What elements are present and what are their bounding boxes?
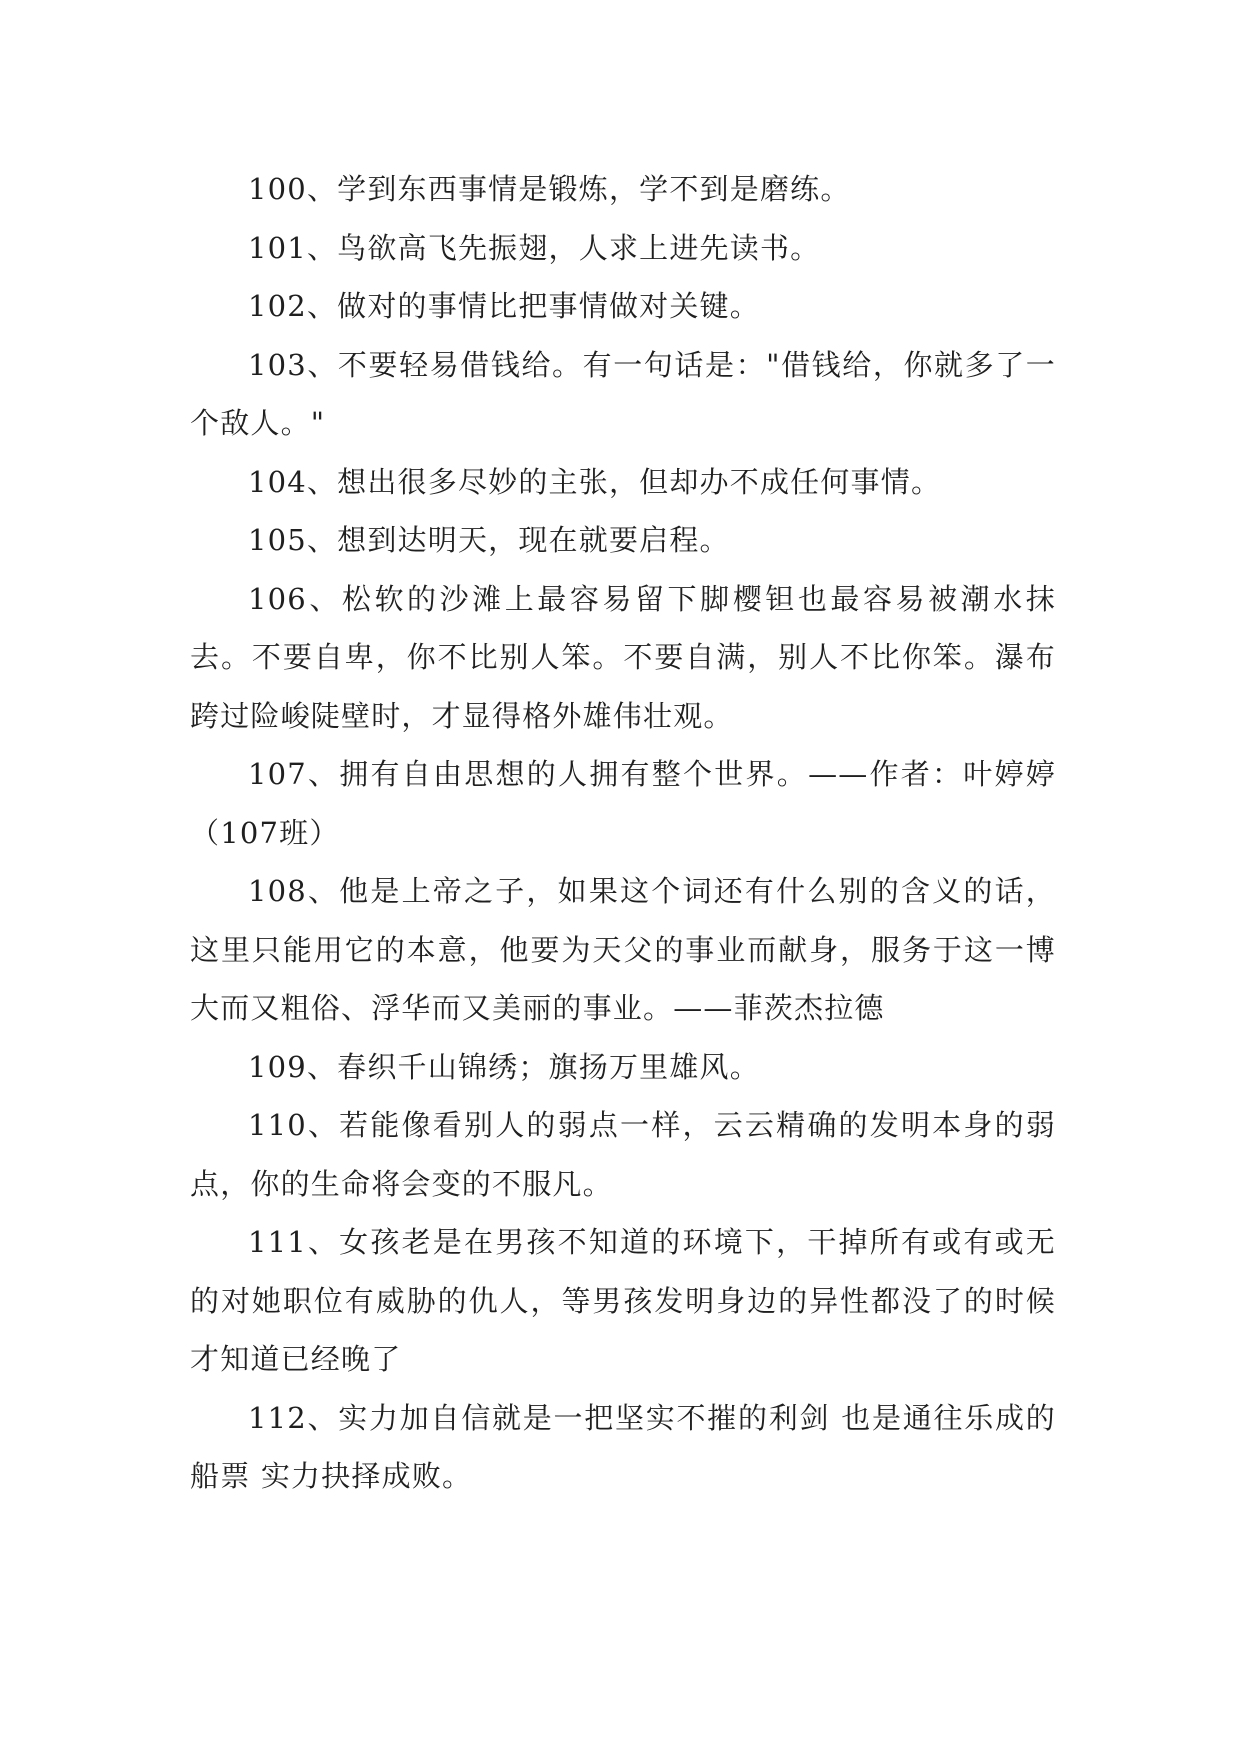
paragraph-106: 106、松软的沙滩上最容易留下脚樱钽也最容易被潮水抹去。不要自卑，你不比别人笨。不要自满，别人不比你笨。瀑布跨过险峻陡壁时，才显得格外雄伟壮观。 — [190, 581, 1056, 733]
paragraph-104: 104、想出很多尽妙的主张，但却办不成任何事情。 — [248, 464, 942, 499]
paragraph-109: 109、春织千山锦绣；旗扬万里雄风。 — [248, 1049, 760, 1084]
paragraph-110: 110、若能像看别人的弱点一样，云云精确的发明本身的弱点，你的生命将会变的不服凡。 — [190, 1108, 1056, 1201]
document-body — [190, 160, 1056, 1506]
paragraph-112: 112、实力加自信就是一把坚实不摧的利剑 也是通往乐成的船票 实力抉择成败。 — [190, 1400, 1056, 1493]
paragraph-105: 105、想到达明天，现在就要启程。 — [248, 523, 730, 557]
paragraph-108: 108、他是上帝之子，如果这个词还有什么别的含义的话，这里只能用它的本意，他要为天父的事业而献身，服务于这一博大而又粗俗、浮华而又美丽的事业。——菲茨杰拉德 — [190, 874, 1056, 1025]
paragraph-102: 102、做对的事情比把事情做对关键。 — [248, 289, 760, 323]
paragraph-111: 111、女孩老是在男孩不知道的环境下，干掉所有或有或无的对她职位有威胁的仇人，等男孩发明身边的异性都没了的时候才知道已经晚了 — [190, 1225, 1056, 1376]
paragraph-100: 100、学到东西事情是锻炼，学不到是磨练。 — [248, 172, 851, 206]
paragraph-103: 103、不要轻易借钱给。有一句话是："借钱给，你就多了一个敌人。" — [190, 347, 1056, 440]
paragraph-101: 101、鸟欲高飞先振翅，人求上进先读书。 — [248, 230, 821, 265]
paragraph-107: 107、拥有自由思想的人拥有整个世界。——作者：叶婷婷（107班） — [190, 757, 1056, 850]
